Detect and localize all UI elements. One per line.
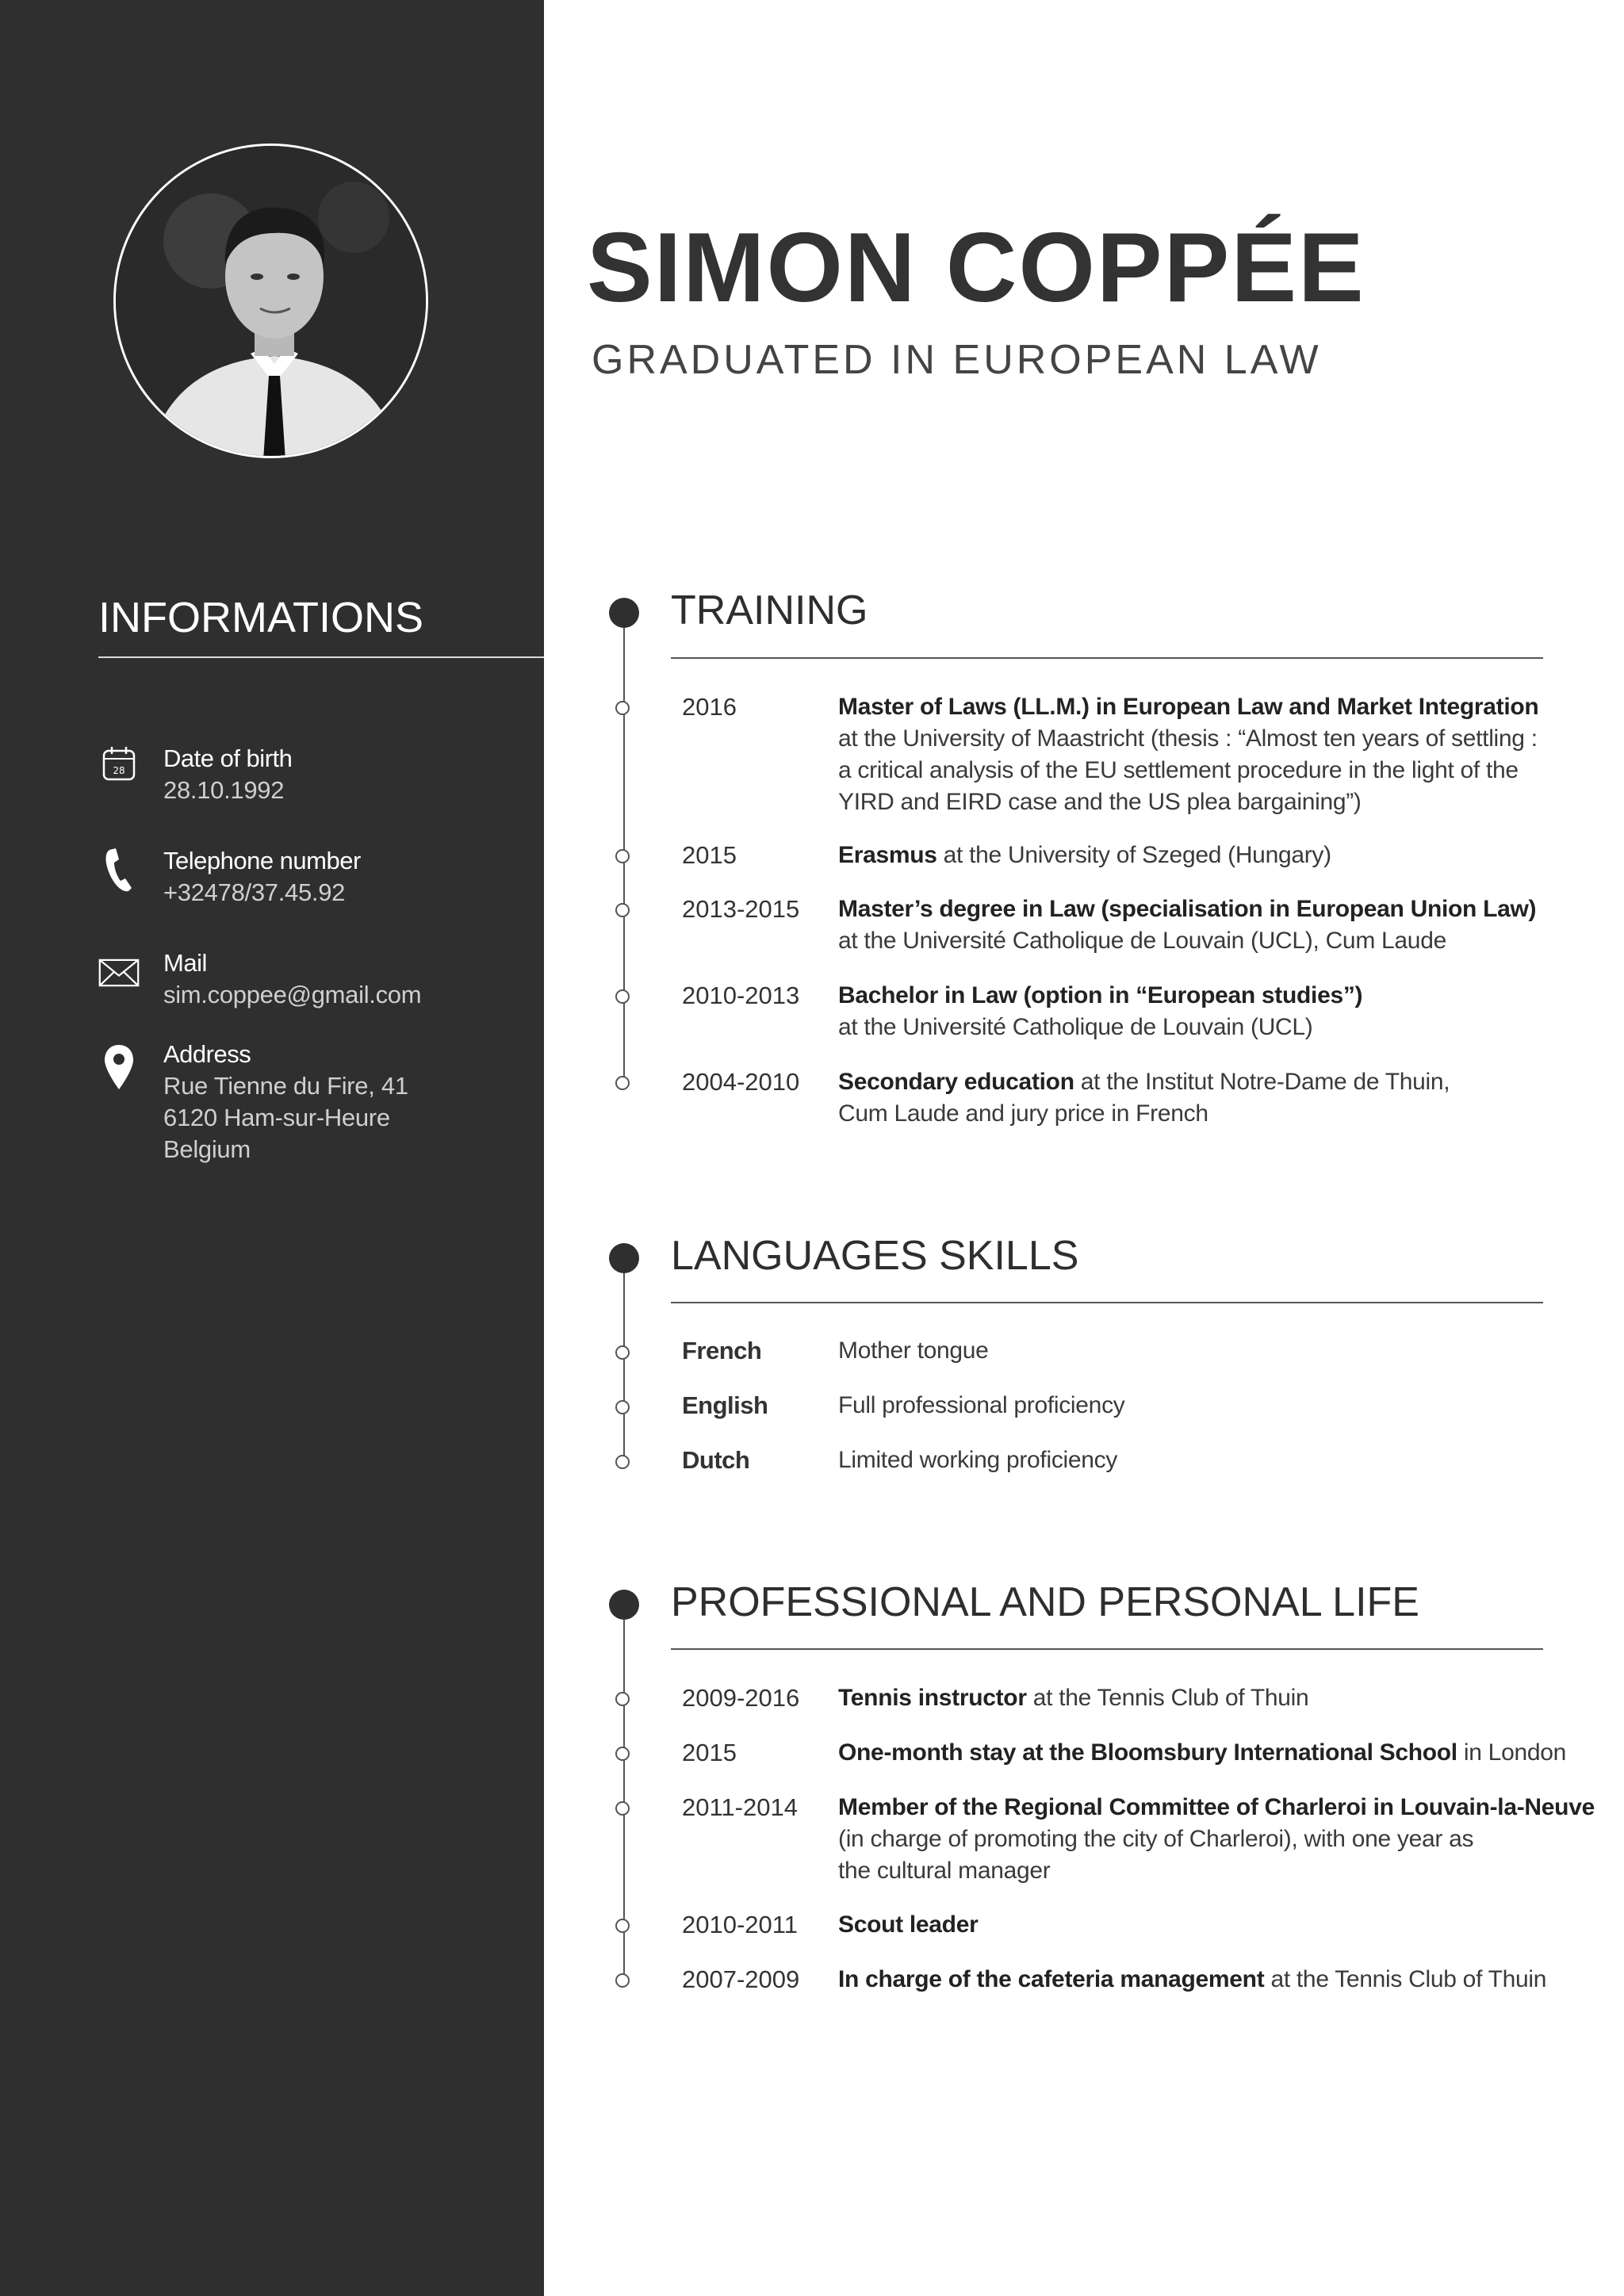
entry-description: [838, 894, 1536, 957]
timeline-dot: [615, 1801, 630, 1816]
entry-description: [838, 1066, 1450, 1130]
timeline-dot: [615, 1747, 630, 1761]
language-level: Limited working proficiency: [838, 1447, 1118, 1473]
entry-title: In charge of the cafeteria management: [838, 1966, 1265, 1992]
timeline-dot: [615, 1400, 630, 1414]
informations-divider: [98, 656, 544, 658]
info-value: Rue Tienne du Fire, 41: [163, 1072, 408, 1100]
entry-detail: at the University of Szeged (Hungary): [936, 842, 1331, 868]
entry-detail: YIRD and EIRD case and the US plea bargaining”): [838, 789, 1362, 815]
entry-year: 2007-2009: [682, 1965, 800, 1993]
entry-detail: a critical analysis of the EU settlement procedure in the light of the: [838, 757, 1519, 783]
info-label: Mail: [163, 949, 207, 977]
entry-detail: at the Université Catholique de Louvain (UCL): [838, 1014, 1313, 1040]
professional-section-divider: [671, 1648, 1543, 1650]
entry-title: Scout leader: [838, 1911, 979, 1938]
entry-detail: at the Tennis Club of Thuin: [1026, 1685, 1309, 1711]
entry-year: 2016: [682, 693, 737, 721]
language-name: French: [682, 1337, 762, 1364]
candidate-name: SIMON COPPÉE: [587, 213, 1365, 323]
info-label: Telephone number: [163, 847, 361, 874]
entry-description: [838, 1964, 1546, 1996]
svg-text:28: 28: [113, 765, 125, 776]
location-pin-icon: [98, 1047, 140, 1088]
entry-title: Master’s degree in Law (specialisation in European Union Law): [838, 896, 1537, 922]
info-value: Belgium: [163, 1135, 251, 1163]
entry-description: [838, 840, 1331, 871]
professional-section-title: PROFESSIONAL AND PERSONAL LIFE: [671, 1579, 1419, 1625]
mail-icon: [98, 952, 140, 993]
sidebar: [0, 0, 544, 2296]
languages-section-divider: [671, 1302, 1543, 1303]
entry-detail: Cum Laude and jury price in French: [838, 1100, 1208, 1127]
entry-detail: in London: [1457, 1739, 1566, 1766]
training-section-dot: [609, 598, 639, 628]
language-name: Dutch: [682, 1446, 750, 1474]
training-section-title: TRAINING: [671, 587, 868, 633]
entry-title: Member of the Regional Committee of Charleroi in Louvain-la-Neuve: [838, 1794, 1595, 1820]
entry-description: [838, 980, 1362, 1043]
professional-section-dot: [609, 1590, 639, 1620]
entry-description: [838, 1737, 1566, 1769]
entry-detail: at the University of Maastricht (thesis : “Almost ten years of settling :: [838, 725, 1538, 752]
entry-year: 2009-2016: [682, 1684, 800, 1712]
languages-section-dot: [609, 1243, 639, 1273]
training-section-divider: [671, 657, 1543, 659]
entry-year: 2010-2011: [682, 1911, 798, 1938]
timeline-dot: [615, 989, 630, 1004]
info-label: Date of birth: [163, 744, 293, 772]
timeline-dot: [615, 849, 630, 863]
entry-title: Master of Laws (LL.M.) in European Law and Market Integration: [838, 694, 1539, 720]
entry-year: 2013-2015: [682, 895, 800, 923]
entry-detail: the cultural manager: [838, 1858, 1051, 1884]
entry-detail: at the Tennis Club of Thuin: [1264, 1966, 1547, 1992]
entry-description: [838, 1792, 1595, 1887]
entry-detail: at the Université Catholique de Louvain (UCL), Cum Laude: [838, 928, 1446, 954]
entry-year: 2004-2010: [682, 1068, 800, 1096]
entry-description: [838, 1682, 1308, 1714]
timeline-dot: [615, 1345, 630, 1360]
entry-title: Erasmus: [838, 842, 937, 868]
info-value: 28.10.1992: [163, 776, 285, 804]
info-label: Address: [163, 1040, 251, 1068]
entry-detail: (in charge of promoting the city of Charleroi), with one year as: [838, 1826, 1474, 1852]
timeline-dot: [615, 1076, 630, 1090]
entry-year: 2015: [682, 1739, 737, 1766]
language-level: Full professional proficiency: [838, 1392, 1125, 1418]
candidate-subtitle: GRADUATED IN EUROPEAN LAW: [592, 337, 1322, 383]
entry-title: Tennis instructor: [838, 1685, 1027, 1711]
informations-title: INFORMATIONS: [98, 594, 423, 641]
entry-description: [838, 691, 1538, 818]
timeline-dot: [615, 1919, 630, 1933]
language-name: English: [682, 1391, 768, 1419]
entry-year: 2011-2014: [682, 1793, 798, 1821]
info-value: sim.coppee@gmail.com: [163, 981, 422, 1008]
entry-title: Secondary education: [838, 1069, 1074, 1095]
entry-detail: at the Institut Notre-Dame de Thuin,: [1074, 1069, 1450, 1095]
timeline-dot: [615, 1692, 630, 1706]
entry-title: Bachelor in Law (option in “European studies”): [838, 982, 1363, 1008]
entry-year: 2015: [682, 841, 737, 869]
info-value: 6120 Ham-sur-Heure: [163, 1104, 390, 1131]
entry-description: [838, 1909, 978, 1941]
info-value: +32478/37.45.92: [163, 878, 346, 906]
timeline-dot: [615, 903, 630, 917]
timeline-dot: [615, 701, 630, 715]
phone-icon: [98, 850, 140, 891]
language-level: Mother tongue: [838, 1337, 989, 1364]
calendar-icon: [98, 743, 140, 784]
entry-year: 2010-2013: [682, 982, 800, 1009]
languages-timeline-line: [623, 1257, 625, 1464]
person-portrait-icon: [116, 146, 428, 458]
languages-section-title: LANGUAGES SKILLS: [671, 1233, 1079, 1279]
profile-photo: [113, 144, 428, 458]
entry-title: One-month stay at the Bloomsbury International School: [838, 1739, 1457, 1766]
timeline-dot: [615, 1973, 630, 1988]
timeline-dot: [615, 1455, 630, 1469]
